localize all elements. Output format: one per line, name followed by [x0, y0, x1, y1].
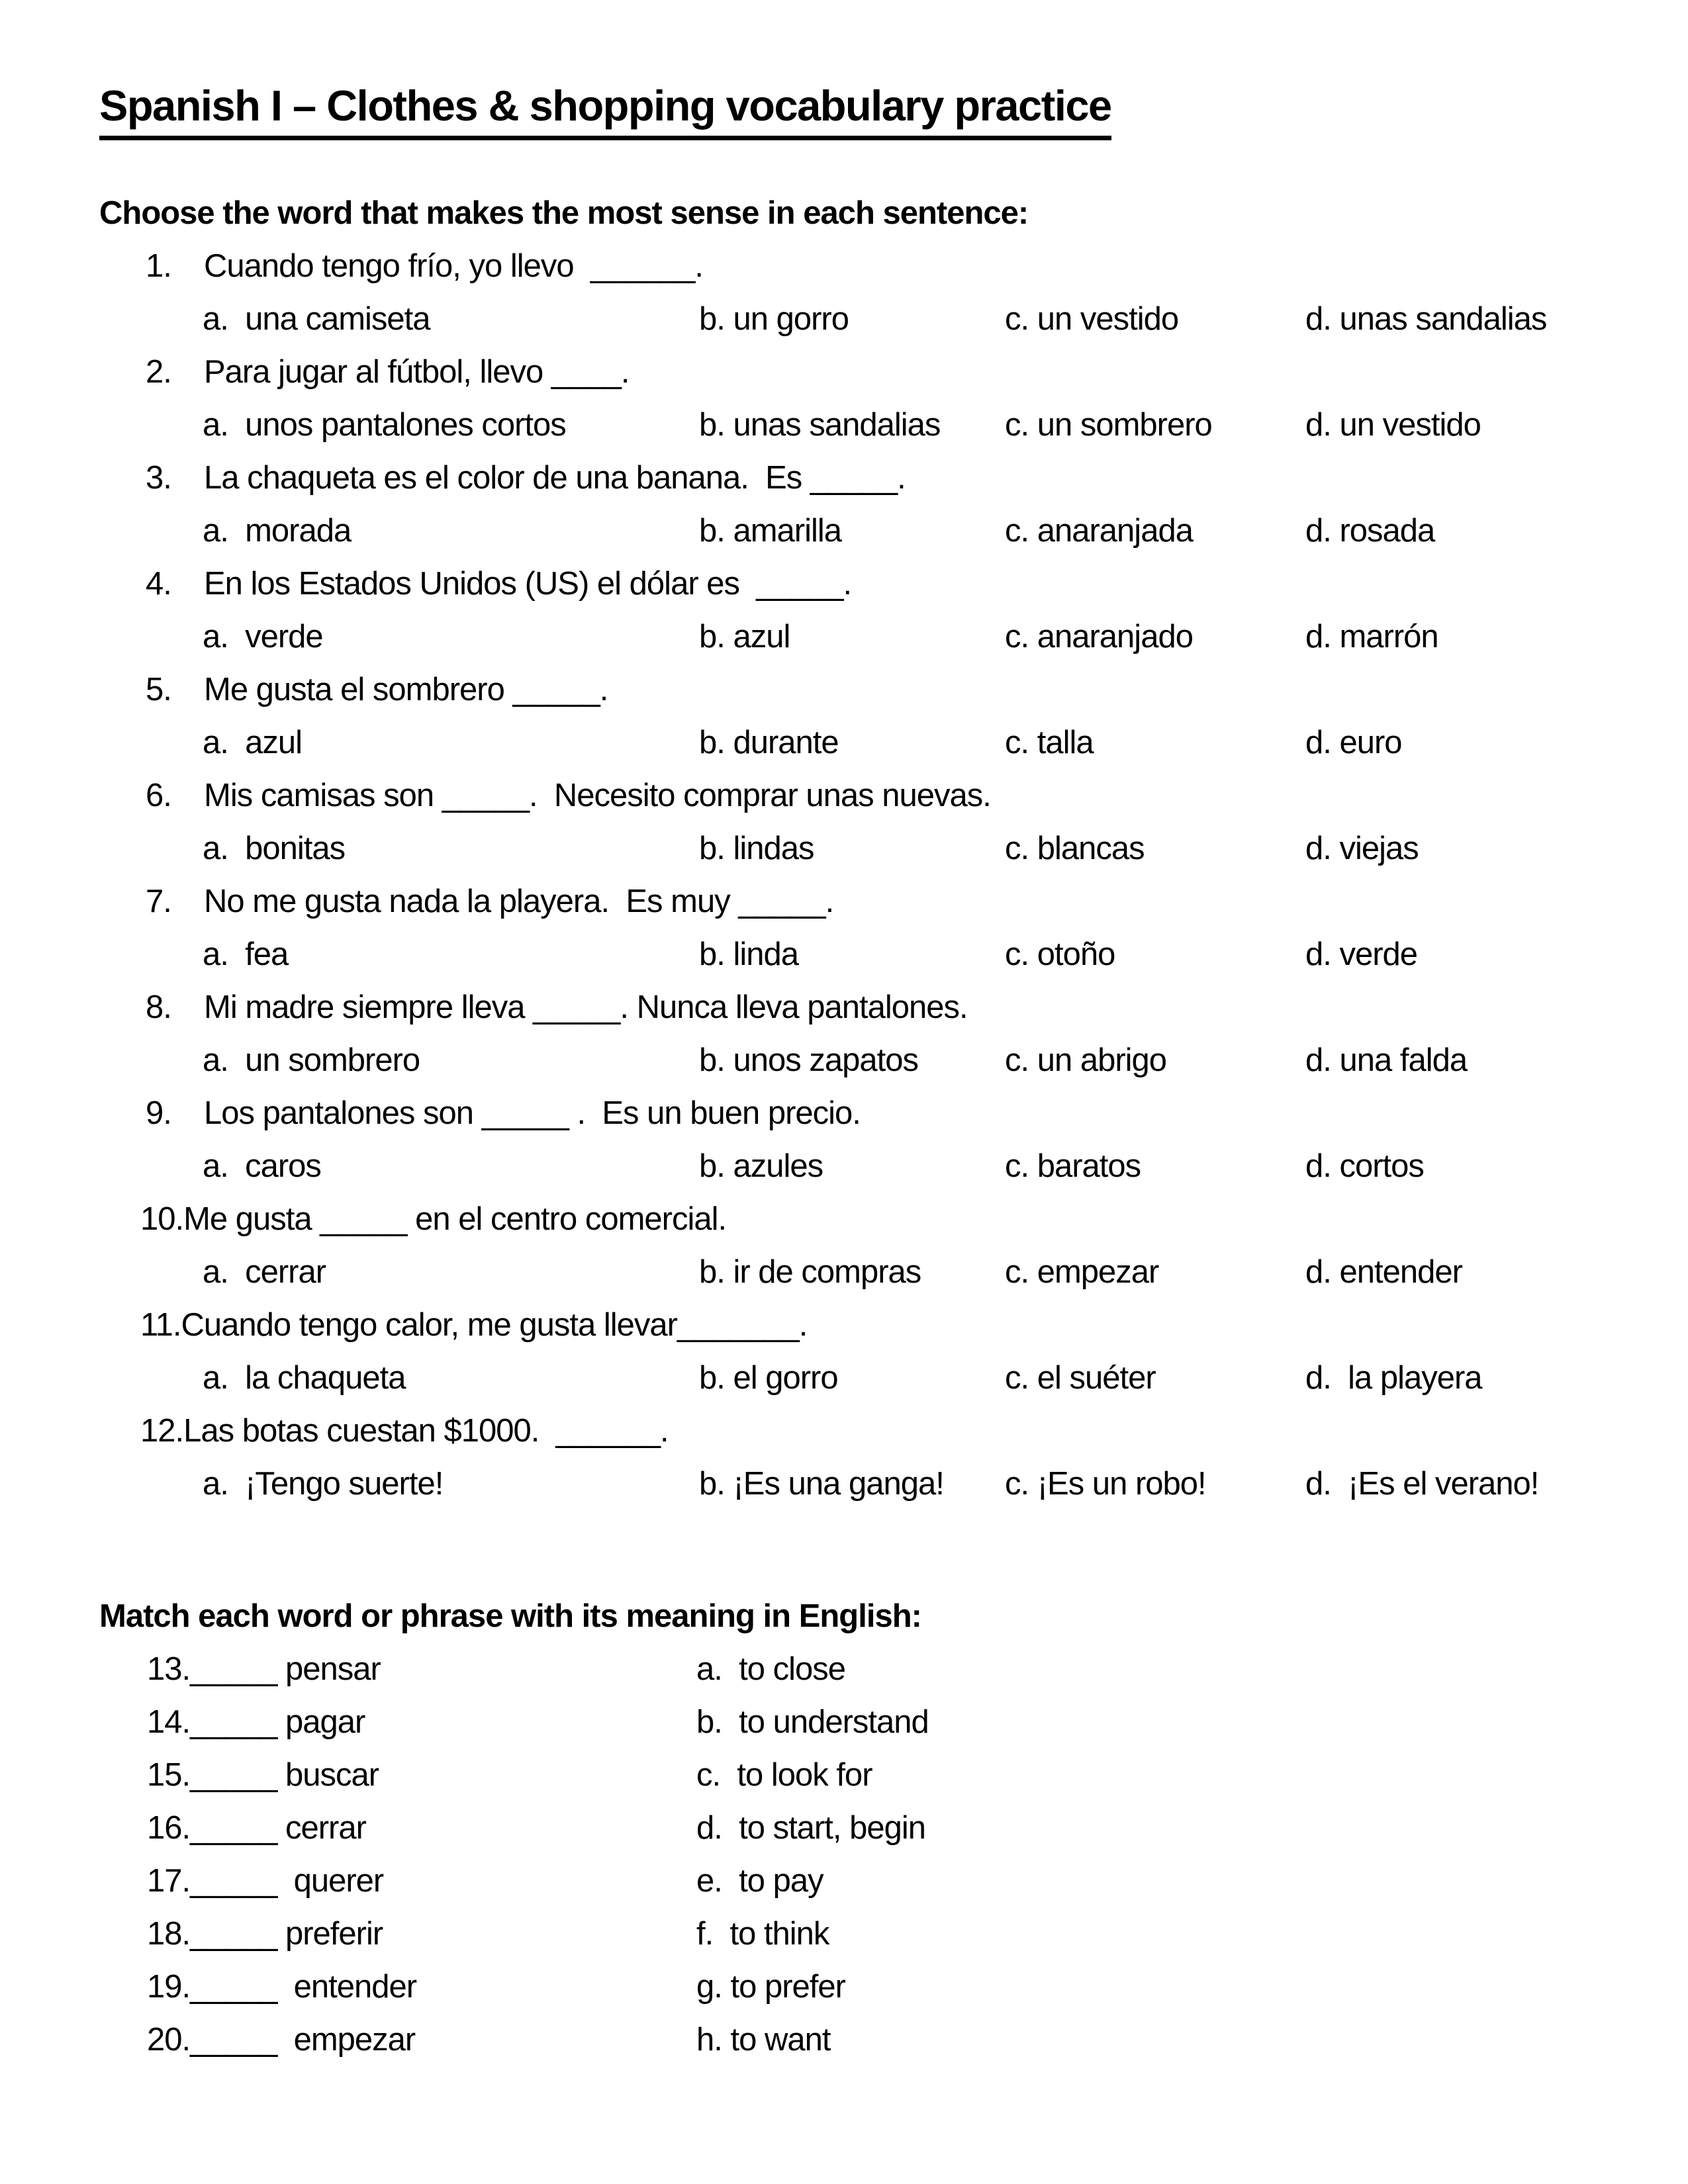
option-d: d. euro — [1305, 725, 1402, 760]
option-c: c. ¡Es un robo! — [1005, 1466, 1206, 1502]
question-text: Cuando tengo frío, yo llevo ______. — [204, 248, 704, 284]
option-b: b. unos zapatos — [699, 1042, 918, 1078]
option-d: d. la playera — [1305, 1360, 1482, 1396]
question-text: No me gusta nada la playera. Es muy _____. — [204, 884, 834, 919]
section2-heading: Match each word or phrase with its meaning in English: — [99, 1598, 921, 1634]
options-row — [99, 1034, 1589, 1087]
option-b: b. lindas — [699, 831, 814, 866]
option-b: b. amarilla — [699, 513, 842, 549]
question-text: 12.Las botas cuestan $1000. ______. — [140, 1413, 669, 1449]
matching-item: 20._____ empezar — [147, 2022, 416, 2058]
question-text: En los Estados Unidos (US) el dólar es _____. — [204, 566, 852, 602]
option-c: c. anaranjado — [1005, 619, 1193, 655]
options-row — [99, 293, 1589, 345]
section1-heading: Choose the word that makes the most sense in each sentence: — [99, 195, 1029, 231]
options-row — [99, 610, 1589, 663]
matching-meaning: e. to pay — [696, 1863, 823, 1899]
matching-meaning: g. to prefer — [696, 1969, 845, 2005]
question-line — [99, 1298, 1589, 1351]
question-line — [99, 1087, 1589, 1140]
question-text: Los pantalones son _____ . Es un buen precio. — [204, 1095, 861, 1131]
option-c: c. un abrigo — [1005, 1042, 1167, 1078]
options-row — [99, 716, 1589, 769]
option-d: d. verde — [1305, 936, 1418, 972]
option-a: a. cerrar — [203, 1254, 326, 1290]
option-c: c. talla — [1005, 725, 1094, 760]
option-a: a. caros — [203, 1148, 321, 1184]
option-c: c. un sombrero — [1005, 407, 1212, 443]
question-line — [99, 240, 1589, 293]
option-b: b. el gorro — [699, 1360, 838, 1396]
option-c: c. el suéter — [1005, 1360, 1156, 1396]
option-d: d. viejas — [1305, 831, 1419, 866]
option-a: a. la chaqueta — [203, 1360, 406, 1396]
options-row — [99, 1457, 1589, 1510]
question-line — [99, 769, 1589, 822]
matching-row — [99, 1907, 1589, 1960]
question-line — [99, 663, 1589, 716]
question-number: 2. — [146, 354, 171, 390]
question-text: 10.Me gusta _____ en el centro comercial. — [140, 1201, 727, 1237]
option-a: a. morada — [203, 513, 352, 549]
options-row — [99, 398, 1589, 451]
question-text: Para jugar al fútbol, llevo ____. — [204, 354, 630, 390]
question-number: 4. — [146, 566, 171, 602]
question-text: La chaqueta es el color de una banana. Es _____. — [204, 460, 906, 496]
questions-list — [99, 240, 1589, 1510]
question-text: Mis camisas son _____. Necesito comprar unas nuevas. — [204, 778, 991, 813]
options-row — [99, 504, 1589, 557]
option-a: a. un sombrero — [203, 1042, 420, 1078]
option-b: b. ir de compras — [699, 1254, 921, 1290]
matching-list — [99, 1643, 1589, 2066]
question-line — [99, 981, 1589, 1034]
option-d: d. rosada — [1305, 513, 1435, 549]
page-title — [99, 81, 1589, 150]
option-c: c. anaranjada — [1005, 513, 1193, 549]
question-line — [99, 1404, 1589, 1457]
matching-row — [99, 1960, 1589, 2013]
question-number: 3. — [146, 460, 171, 496]
option-a: a. verde — [203, 619, 323, 655]
question-line — [99, 557, 1589, 610]
matching-row — [99, 2013, 1589, 2066]
question-number: 7. — [146, 884, 171, 919]
option-d: d. cortos — [1305, 1148, 1424, 1184]
option-d: d. entender — [1305, 1254, 1462, 1290]
page-title-text: Spanish I – Clothes & shopping vocabulary practice — [99, 81, 1111, 140]
options-row — [99, 1351, 1589, 1404]
option-d: d. una falda — [1305, 1042, 1468, 1078]
option-c: c. otoño — [1005, 936, 1115, 972]
matching-item: 19._____ entender — [147, 1969, 417, 2005]
matching-meaning: f. to think — [696, 1916, 829, 1952]
matching-item: 16._____ cerrar — [147, 1810, 366, 1846]
matching-item: 18._____ preferir — [147, 1916, 383, 1952]
option-c: c. blancas — [1005, 831, 1145, 866]
option-c: c. baratos — [1005, 1148, 1141, 1184]
matching-row — [99, 1643, 1589, 1696]
options-row — [99, 1140, 1589, 1193]
option-b: b. unas sandalias — [699, 407, 941, 443]
matching-meaning: d. to start, begin — [696, 1810, 925, 1846]
question-number: 8. — [146, 989, 171, 1025]
option-a: a. azul — [203, 725, 302, 760]
matching-item: 14._____ pagar — [147, 1704, 365, 1740]
option-b: b. azules — [699, 1148, 823, 1184]
option-b: b. durante — [699, 725, 839, 760]
options-row — [99, 928, 1589, 981]
options-row — [99, 1246, 1589, 1298]
option-a: a. fea — [203, 936, 289, 972]
option-c: c. empezar — [1005, 1254, 1159, 1290]
option-d: d. un vestido — [1305, 407, 1481, 443]
matching-meaning: h. to want — [696, 2022, 831, 2058]
matching-item: 13._____ pensar — [147, 1651, 381, 1687]
option-a: a. bonitas — [203, 831, 346, 866]
question-text: Mi madre siempre lleva _____. Nunca lleva pantalones. — [204, 989, 968, 1025]
matching-meaning: b. to understand — [696, 1704, 929, 1740]
option-d: d. ¡Es el verano! — [1305, 1466, 1539, 1502]
option-d: d. marrón — [1305, 619, 1438, 655]
option-a: a. una camiseta — [203, 301, 430, 337]
question-number: 6. — [146, 778, 171, 813]
option-c: c. un vestido — [1005, 301, 1179, 337]
matching-item: 15._____ buscar — [147, 1757, 379, 1793]
matching-row — [99, 1749, 1589, 1801]
question-text: Me gusta el sombrero _____. — [204, 672, 608, 707]
question-text: 11.Cuando tengo calor, me gusta llevar_______. — [140, 1307, 808, 1343]
option-d: d. unas sandalias — [1305, 301, 1547, 337]
question-line — [99, 345, 1589, 398]
option-a: a. unos pantalones cortos — [203, 407, 566, 443]
question-number: 5. — [146, 672, 171, 707]
option-b: b. un gorro — [699, 301, 849, 337]
question-line — [99, 875, 1589, 928]
option-b: b. ¡Es una ganga! — [699, 1466, 944, 1502]
option-b: b. linda — [699, 936, 799, 972]
matching-meaning: a. to close — [696, 1651, 845, 1687]
option-a: a. ¡Tengo suerte! — [203, 1466, 444, 1502]
matching-meaning: c. to look for — [696, 1757, 872, 1793]
options-row — [99, 822, 1589, 875]
matching-row — [99, 1696, 1589, 1749]
matching-row — [99, 1801, 1589, 1854]
matching-row — [99, 1854, 1589, 1907]
option-b: b. azul — [699, 619, 790, 655]
question-line — [99, 1193, 1589, 1246]
question-number: 1. — [146, 248, 171, 284]
question-line — [99, 451, 1589, 504]
question-number: 9. — [146, 1095, 171, 1131]
matching-item: 17._____ querer — [147, 1863, 384, 1899]
